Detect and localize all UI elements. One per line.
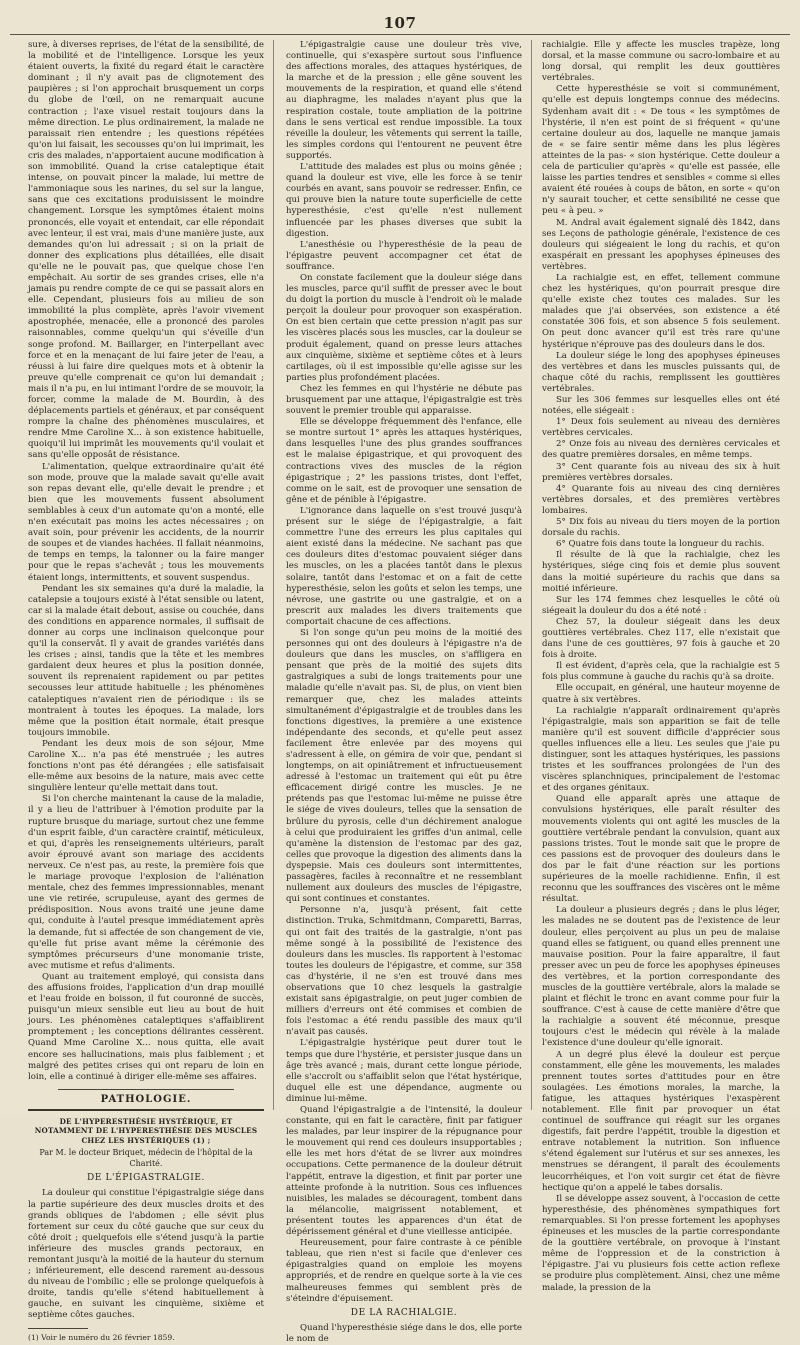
article-byline: Par M. le docteur Briquet, médecin de l'hôpital de la Charité. bbox=[39, 1148, 253, 1169]
paragraph: Pendant les deux mois de son séjour, Mme Caroline X... n'a pas été menstruée ; les autres fonctions n'ont pas été dérangées ; elle satisfaisait elle-même aux besoins de la nature, mais avec cette singulière lenteur qu'elle mettait dans tout. bbox=[28, 738, 264, 794]
paragraph: La rachialgie n'apparaît ordinairement qu'après l'épigastralgie, mais son apparition se fait de telle manière qu'il est souvent difficile d'apprécier sous quelles influences elle a lieu. Les seules que j'aie pu distinguer, sont les attaques hystériques, les passions tristes et les souffrances prolongées de l'un des viscères splanchniques, principalement de l'estomac et des organes génitaux. bbox=[542, 705, 780, 794]
page-header bbox=[0, 14, 800, 34]
paragraph: Quand l'épigastralgie a de l'intensité, la douleur constante, qui en fait le caractère, finit par fatiguer les malades, par leur inspirer de la répugnance pour le mouvement qui rend ces douleurs insupportables ; elle les met hors d'état de se livrer aux moindres occupations. Cette permanence de la douleur détruit l'appétit, entrave la digestion, et finit par porter une atteinte profonde à la nutrition. Sous ces influences nuisibles, les malades se découragent, tombent dans la mélancolie, maigrissent notablement, et présentent toutes les apparences d'un état de dépérissement général et d'une vieillesse anticipée. bbox=[286, 1105, 522, 1238]
paragraph: La douleur siége le long des apophyses épineuses des vertèbres et dans les muscles puissants qui, de chaque côté du rachis, remplissent les gouttières vertébrales. bbox=[542, 350, 780, 394]
paragraph: L'ignorance dans laquelle on s'est trouvé jusqu'à présent sur le siége de l'épigastralgie, a fait commettre l'une des erreurs les plus capitales qui aient existé dans la médecine. Ne sachant pas que ces douleurs dites d'estomac pouvaient siéger dans les muscles, on les a placées tantôt dans le plexus solaire, tantôt dans l'estomac et on a fait de cette hyperesthésie, selon les goûts et selon les temps, une névrose, une gastrite ou une gastralgie, et on a prescrit aux malades les divers traitements que comportait chacune de ces affections. bbox=[286, 505, 522, 627]
paragraph: A un degré plus élevé la douleur est perçue constamment, elle gêne les mouvements, les malades prennent toutes sortes d'attitudes pour en être soulagées. Les émotions morales, la marche, la fatigue, les attaques hystériques l'exaspèrent notablement. Elle finit par provoquer un état continuel de souffrance qui réagit sur les organes digestifs, fait perdre l'appétit, trouble la digestion et entrave notablement la nutrition. Son influence s'étend également sur l'utérus et sur ses annexes, les menstrues se dérangent, il paraît des écoulements leucorrhéiques, et l'on voit surgir cet état de fièvre hectique qu'on a appelé le tabes dorsalis. bbox=[542, 1049, 780, 1193]
paragraph: L'attitude des malades est plus ou moins gênée ; quand la douleur est vive, elle les force à se tenir courbés en avant, sans pouvoir se redresser. Enfin, ce qui prouve bien la nature toute superficielle de cette hyperesthésie, c'est qu'elle n'est nullement influencée par les phases diverses que subit la digestion. bbox=[286, 162, 522, 239]
paragraph: sure, à diverses reprises, de l'état de la sensibilité, de la mobilité et de l'intelligence. Lorsque les yeux étaient ouverts, la fixité du regard était le caractère dominant ; il n'y avait pas de clignotement des paupières ; si l'on approchait brusquement un corps du globe de l'œil, on ne remarquait aucune contraction ; l'axe visuel restait toujours dans la même direction. Le plus ordinairement, la malade ne paraissait rien entendre ; les questions répétées qu'on lui faisait, les secousses qu'on lui imprimait, les cris des malades, n'apportaient aucune modification à son immobilité. Quand la crise cataleptique était intense, on pouvait pincer la malade, lui mettre de l'ammoniaque sous les narines, du sel sur la langue, sans que ces excitations produisissent le moindre changement. Lorsque les symptômes étaient moins prononcés, elle voyait et entendait, car elle répondait avec lenteur, il est vrai, mais d'une manière juste, aux demandes qu'on lui adressait ; si on la priait de donner des explications plus détaillées, elle disait qu'elle ne le pouvait pas, que quelque chose l'en empêchait. Au sortir de ses grandes crises, elle n'a jamais pu rendre compte de ce qui se passait alors en elle. Cependant, plusieurs fois au milieu de son immobilité la plus complète, après l'avoir vivement apostrophée, menacée, elle a prononcé des paroles raisonnables, comme quelqu'un qui s'éveille d'un songe profond. M. Baillarger, en l'interpellant avec force et en la menaçant de lui faire jeter de l'eau, a réussi à lui faire dire quelques mots et à obtenir la preuve qu'elle comprenait ce qu'on lui demandait ; mais il n'a pu, en lui intimant l'ordre de se mouvoir, la forcer, comme la malade de M. Bourdin, à des déplacements partiels et généraux, et par conséquent rompre la chaîne des phénomènes musculaires, et rendre Mme Caroline X... à son existence habituelle, quoiqu'il lui imprimât les mouvements qu'il voulait et sans qu'elle opposât de résistance. bbox=[28, 40, 264, 461]
paragraph: Sur les 174 femmes chez lesquelles le côté où siégeait la douleur du dos a été noté : bbox=[542, 594, 780, 616]
paragraph: Quant au traitement employé, qui consista dans des affusions froides, l'application d'un drap mouillé et l'eau froide en boisson, il fut couronné de succès, puisqu'un mieux sensible eut lieu au bout de huit jours. Les phénomènes cataleptiques s'affaiblirent promptement ; les conceptions délirantes cessèrent. Quand Mme Caroline X... nous quitta, elle avait encore ses hallucinations, mais plus faiblement ; et malgré des petites crises qui ont reparu de loin en loin, elle a continué à diriger elle-même ses affaires. bbox=[28, 971, 264, 1082]
article-subheading: DE LA RACHIALGIE. bbox=[350, 1307, 458, 1318]
paragraph: Il se développe assez souvent, à l'occasion de cette hyperesthésie, des phénomènes sympathiques fort remarquables. Si l'on presse fortement les apophyses épineuses et les muscles de la partie correspondante de la gouttière vertébrale, on provoque à l'instant même de l'oppression et de la constriction à l'épigastre. J'ai vu plusieurs fois cette action reflexe se produire plus complètement. Ainsi, chez une même malade, la pression de la bbox=[542, 1193, 780, 1293]
section-rule bbox=[28, 1109, 264, 1111]
column-1 bbox=[28, 40, 264, 1342]
list-item: 3° Cent quarante fois au niveau des six à huit premières vertèbres dorsales. bbox=[542, 461, 780, 483]
paragraph: M. Andral avait également signalé dès 1842, dans ses Leçons de pathologie générale, l'existence de ces douleurs qui siégeaient le long du rachis, et qu'on exaspérait en pressant les apophyses épineuses des vertèbres. bbox=[542, 217, 780, 272]
paragraph: Il résulte de là que la rachialgie, chez les hystériques, siége cinq fois et demie plus souvent dans la moitié supérieure du rachis que dans sa moitié inférieure. bbox=[542, 550, 780, 594]
section-heading: PATHOLOGIE. bbox=[100, 1093, 192, 1105]
list-item: 1° Deux fois seulement au niveau des dernières vertèbres cervicales. bbox=[542, 417, 780, 439]
paragraph: Si l'on songe qu'un peu moins de la moitié des personnes qui ont des douleurs à l'épigastre n'a de douleurs que dans les muscles, on s'affligera en pensant que près de la moitié des sujets dits gastralgiques a subi de longs traitements pour une maladie qu'elle n'avait pas. Si, de plus, on vient bien remarquer que, chez les malades atteints simultanément d'épigastralgie et de troubles dans les fonctions digestives, la première a une existence indépendante des seconds, et qu'elle peut assez facilement être enlevée par des moyens qui s'adressent à elle, on gémira de voir que, pendant si longtemps, on ait opiniâtrement et infructueusement adressé à l'estomac un traitement qui eût pu être efficacement dirigé contre les muscles. Je ne prétends pas que l'estomac lui-même ne puisse être le siége de vives douleurs, telles que la sensation de brûlure du pyrosis, celle d'un déchirement analogue à celui que produiraient les griffes d'un animal, celle qu'amène la distension de l'estomac par des gaz, celles que provoque la digestion des aliments dans la dyspepsie. Mais ces douleurs sont intermittentes, passagères, faciles à reconnaître et ne ressemblant nullement aux douleurs des muscles de l'épigastre, qui sont continues et constantes. bbox=[286, 627, 522, 905]
column-2 bbox=[286, 40, 522, 1344]
paragraph: Heureusement, pour faire contraste à ce pénible tableau, que rien n'est si facile que d'enlever ces épigastralgies quand on emploie les moyens appropriés, et de rendre en quelque sorte à la vie ces malheureuses femmes qui semblent près de s'éteindre d'épuisement. bbox=[286, 1238, 522, 1304]
paragraph: Personne n'a, jusqu'à présent, fait cette distinction. Truka, Schmitdmann, Comparetti, Barras, qui ont fait des traités de la gastralgie, n'ont pas même songé à la possibilité de l'existence des douleurs dans les muscles. Ils rapportent à l'estomac toutes les douleurs de l'épigastre, et comme, sur 358 cas d'hystérie, il ne s'en est trouvé dans mes observations que 10 chez lesquels la gastralgie existait sans épigastralgie, on peut juger combien de milliers d'erreurs ont été commises et combien de fois l'estomac a été rendu passible des maux qu'il n'avait pas causés. bbox=[286, 905, 522, 1038]
paragraph: Il est évident, d'après cela, que la rachialgie est 5 fois plus commune à gauche du rachis qu'à sa droite. bbox=[542, 661, 780, 683]
paragraph: Cette hyperesthésie se voit si communément, qu'elle est depuis longtemps connue des médecins. Sydenham avait dit : « De tous « les symptômes de l'hystérie, il n'en est point de si fréquent « qu'une certaine douleur au dos, laquelle ne manque jamais de « se faire sentir même dans les plus légères atteintes de la pas- « sion hystérique. Cette douleur a cela de particulier qu'après « qu'elle est passée, elle laisse les parties tendres et sensibles « comme si elles avaient été rouées à coups de bâton, en sorte « qu'on n'y saurait toucher, et cette sensibilité ne cesse que peu « à peu. » bbox=[542, 84, 780, 217]
paragraph: On constate facilement que la douleur siége dans les muscles, parce qu'il suffit de presser avec le bout du doigt la portion du muscle à l'endroit où le malade perçoit la douleur pour provoquer son exaspération. On est bien certain que cette pression n'agit pas sur les viscères placés sous les muscles, car la douleur se produit également, quand on presse leurs attaches aux cinquième, sixième et septième côtes et à leurs cartilages, où il est impossible qu'elle agisse sur les parties plus profondément placées. bbox=[286, 272, 522, 383]
section-divider bbox=[58, 1089, 234, 1090]
paragraph: Si l'on cherche maintenant la cause de la maladie, il y a lieu de l'attribuer à l'émotion produite par la rupture brusque du mariage, surtout chez une femme d'un esprit faible, d'un caractère craintif, méticuleux, et qui, d'après les renseignements ultérieurs, paraît avoir éprouvé avant son mariage des accidents nerveux. Ce n'est pas, au reste, la première fois que le mariage provoque l'explosion de l'aliénation mentale, chez des femmes impressionnables, menant une vie retirée, scrupuleuse, ayant des germes de prédisposition. Nous avons traité une jeune dame qui, conduite à l'autel presque immédiatement après la demande, fut si affectée de son changement de vie, qu'elle fut prise avant même la cérémonie des symptômes précurseurs d'une monomanie triste, avec mutisme et refus d'aliments. bbox=[28, 794, 264, 971]
paragraph: Quand l'hyperesthésie siége dans le dos, elle porte le nom de bbox=[286, 1322, 522, 1344]
list-item: 6° Quatre fois dans toute la longueur du rachis. bbox=[556, 539, 765, 550]
column-3 bbox=[542, 40, 780, 1293]
paragraph: L'épigastralgie hystérique peut durer tout le temps que dure l'hystérie, et persister jusque dans un âge très avancé ; mais, durant cette longue période, elle s'accroît ou s'affaiblit selon que l'état hystérique, duquel elle est une dépendance, augmente ou diminue lui-même. bbox=[286, 1038, 522, 1104]
article-title: DE L'HYPERESTHÉSIE HYSTÉRIQUE, ET NOTAMMENT DE L'HYPERESTHÉSIE DES MUSCLES CHEZ LES HYSTÉRIQUES (1) ; bbox=[34, 1116, 258, 1145]
column-divider-2 bbox=[531, 40, 532, 1110]
column-divider-1 bbox=[273, 40, 274, 1110]
paragraph: Sur les 306 femmes sur lesquelles elles ont été notées, elle siégeait : bbox=[542, 395, 780, 417]
paragraph: La douleur qui constitue l'épigastralgie siége dans la partie supérieure des deux muscles droits et des grands obliques de l'abdomen ; elle sévit plus fortement sur ceux du côté gauche que sur ceux du côté droit ; quelquefois elle s'étend jusqu'à la partie inférieure des muscles grands pectoraux, en remontant jusqu'à la moitié de la hauteur du sternum ; inférieurement, elle descend rarement au-dessous du niveau de l'ombilic ; elle se prolonge quelquefois à droite, tandis qu'elle s'étend habituellement à gauche, en suivant les cinquième, sixième et septième côtes gauches. bbox=[28, 1188, 264, 1321]
paragraph: L'anesthésie ou l'hyperesthésie de la peau de l'épigastre peuvent accompagner cet état de souffrance. bbox=[286, 239, 522, 272]
list-item: 4° Quarante fois au niveau des cinq dernières vertèbres dorsales, et des premières vertèbres lombaires. bbox=[542, 483, 780, 516]
article-subheading: DE L'ÉPIGASTRALGIE. bbox=[87, 1173, 205, 1184]
header-rule bbox=[10, 34, 790, 35]
footnote-rule bbox=[28, 1328, 88, 1329]
paragraph: Chez les femmes en qui l'hystérie ne débute pas brusquement par une attaque, l'épigastralgie est très souvent le premier trouble qui apparaisse. bbox=[286, 383, 522, 417]
paragraph: Elle occupait, en général, une hauteur moyenne de quatre à six vertèbres. bbox=[542, 683, 780, 705]
footnote: (1) Voir le numéro du 26 février 1859. bbox=[28, 1332, 175, 1342]
paragraph: L'épigastralgie cause une douleur très vive, continuelle, qui s'exaspère surtout sous l'influence des affections morales, des attaques hystériques, de la marche et de la pression ; elle gêne souvent les mouvements de la respiration, et quand elle s'étend au diaphragme, les malades n'ayant plus que la respiration costale, toute ampliation de la poitrine dans le sens vertical est rendue impossible. La toux réveille la douleur, les vêtements qui serrent la taille, les simples cordons qui l'entourent ne peuvent être supportés. bbox=[286, 40, 522, 161]
paragraph: Elle se développe fréquemment dès l'enfance, elle se montre surtout 1° après les attaques hystériques, dans lesquelles l'une des plus grandes souffrances est le malaise épigastrique, et qui provoquent des contractions vives des muscles de la région épigastrique ; 2° les passions tristes, dont l'effet, comme on le sait, est de provoquer une sensation de gêne et de pénible à l'épigastre. bbox=[286, 417, 522, 505]
paragraph: La rachialgie est, en effet, tellement commune chez les hystériques, qu'on pourrait presque dire qu'elle existe chez toutes ces malades. Sur les malades que j'ai observées, son existence a été constatée 306 fois, et son absence 5 fois seulement. On peut donc avancer qu'il est très rare qu'une hystérique n'éprouve pas des douleurs dans le dos. bbox=[542, 272, 780, 350]
paragraph: Quand elle apparaît après une attaque de convulsions hystériques, elle paraît résulter des mouvements violents qui ont agité les muscles de la gouttière vertébrale pendant la convulsion, quant aux passions tristes. Tout le monde sait que le propre de ces passions est de provoquer des douleurs dans le dos par le fait d'une réaction sur les portions supérieures de la moelle rachidienne. Enfin, il est reconnu que les souffrances des viscères ont le même résultat. bbox=[542, 794, 780, 905]
paragraph: La douleur a plusieurs degrés ; dans le plus léger, les malades ne se doutent pas de l'existence de leur douleur, elles perçoivent au plus un peu de malaise quand elles se fatiguent, ou quand elles prennent une mauvaise position. Pour la faire apparaître, il faut presser avec un peu de force les apophyses épineuses des vertèbres, et la portion correspondante des muscles de la gouttière vertébrale, alors la malade se plaint et fléchit le tronc en avant comme pour fuir la souffrance. C'est à cause de cette manière d'être que la rachialgie a souvent été méconnue, presque toujours c'est le médecin qui révèle à la malade l'existence d'une douleur qu'elle ignorait. bbox=[542, 905, 780, 1049]
paragraph: Chez 57, la douleur siégeait dans les deux gouttières vertébrales. Chez 117, elle n'existait que dans l'une de ces gouttières, 97 fois à gauche et 20 fois à droite. bbox=[542, 616, 780, 661]
paragraph: L'alimentation, quelque extraordinaire qu'ait été son mode, prouve que la malade savait qu'elle avait son repas devant elle, qu'elle devait le prendre ; et bien que les mouvements fussent absolument semblables à ceux d'un automate qu'on a monté, elle n'en exécutait pas moins les actes nécessaires ; on avait soin, pour prévenir les accidents, de la nourrir de soupes et de viandes hachées. Il fallait néanmoins, de temps en temps, la talonner ou la faire manger pour que le repas s'achevât ; tous les mouvements étaient longs, intermittents, et souvent suspendus. bbox=[28, 461, 264, 583]
paragraph: Pendant les six semaines qu'a duré la maladie, la catalepsie a toujours existé à l'état sensible ou latent, car si la malade était debout, assise ou couchée, dans des conditions en apparence normales, il suffisait de donner au corps une inclinaison quelconque pour qu'il la conservât. Il y avait de grandes variétés dans les crises ; ainsi, tandis que la tête et les membres gardaient deux heures et plus la position donnée, souvent ils reprenaient rapidement ou par petites secousses leur attitude habituelle ; les phénomènes cataleptiques n'avaient rien de périodique : ils se montraient à toutes les époques. La malade, lors même que la position était normale, était presque toujours immobile. bbox=[28, 583, 264, 738]
list-item: 2° Onze fois au niveau des dernières cervicales et des quatre premières dorsales, en même temps. bbox=[542, 439, 780, 461]
list-item: 5° Dix fois au niveau du tiers moyen de la portion dorsale du rachis. bbox=[542, 517, 780, 539]
paragraph: rachialgie. Elle y affecte les muscles trapèze, long dorsal, et la masse commune ou sacro-lombaire et au long dorsal, qui remplit les deux gouttières vertébrales. bbox=[542, 40, 780, 84]
page-number: 107 bbox=[383, 14, 417, 32]
